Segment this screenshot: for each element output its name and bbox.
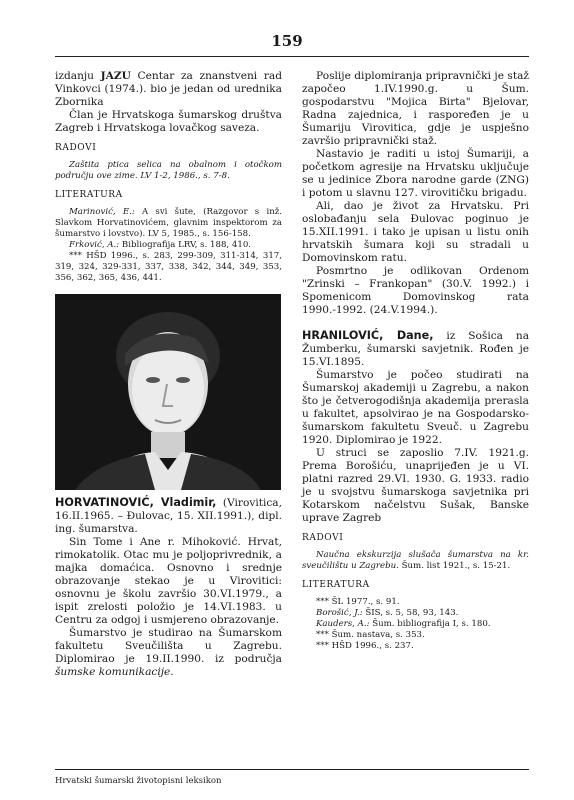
bio-paragraph: Posmrtno je odlikovan Ordenom "Zrinski – Frankopan" (30.V. 1992.) i Spomenicom Domovinskog rata 1990.-1992. (24.V.1994.). bbox=[302, 265, 529, 316]
footer-title: Hrvatski šumarski životopisni leksikon bbox=[55, 776, 222, 786]
bio-paragraph: U struci se zaposlio 7.IV. 1921.g. Prema Borošiću, unaprijeđen je u VI. platni razred 29.VI. 1930. G. 1933. radio je u svojstvu šumarskoga savjetnika pri Kotarskom načelstvu Sušak, Banske uprave Zagreb bbox=[302, 447, 529, 524]
literature-label: LITERATURA bbox=[55, 190, 123, 200]
right-column bbox=[302, 70, 529, 652]
continued-text: izdanju JAZU Centar za znanstveni rad Vinkovci (1974.). bio je jedan od urednika Zbornika bbox=[55, 70, 282, 108]
portrait-photo bbox=[55, 294, 281, 490]
bio-headword: HRANILOVIĆ, Dane, bbox=[302, 329, 434, 342]
bio-entry-horvatinovic: HORVATINOVIĆ, Vladimir, (Virovitica, 16.II.1965. – Đulovac, 15. XII.1991.), dipl. ing. šumarstva. bbox=[55, 496, 282, 535]
bio-paragraph: Sin Tome i Ane r. Mihoković. Hrvat, rimokatolik. Otac mu je poljoprivrednik, a majka domaćica. Osnovno i srednje obrazovanje stekao je u Virovitici: osnovnu je školu završio 30.VI.1979., a ispit zrelosti položio je 14.VI.1983. u Centru za odgoj i usmjereno obrazovanje. bbox=[55, 536, 282, 626]
literature-item: *** Šum. nastava, s. 353. bbox=[316, 630, 425, 640]
work-item: Zaštita ptica selica na obalnom i otočkom području ove zime. LV 1-2, 1986., s. 7-8. bbox=[55, 160, 282, 181]
literature-item: Kauders, A.: Šum. bibliografija I, s. 180. bbox=[316, 619, 491, 629]
bio-entry-hranilovic: HRANILOVIĆ, Dane, iz Sošica na Žumberku, šumarski savjetnik. Rođen je 15.VI.1895. bbox=[302, 329, 530, 368]
works-label: RADOVI bbox=[55, 143, 97, 153]
literature-item: Frković, A.: Bibliografija LRV, s. 188, 410. bbox=[69, 240, 252, 250]
membership-text: Član je Hrvatskoga šumarskog društva Zagreb i Hrvatskoga lovačkog saveza. bbox=[55, 109, 282, 134]
bio-paragraph: Poslije diplomiranja pripravnički je staž započeo 1.IV.1990.g. u Šum. gospodarstvu "Mojica Birta" Bjelovar, Radna zajednica, i raspoređen je u Šumariju Virovitica, gdje je uspješno završio pripravnički staž. bbox=[302, 70, 529, 147]
works-list bbox=[55, 160, 282, 182]
literature-label: LITERATURA bbox=[302, 580, 370, 590]
works-list bbox=[302, 550, 529, 572]
literature-item: *** HŠD 1996., s. 283, 299-309, 311-314, 317, 319, 324, 329-331, 337, 338, 342, 344, 349, 353, 356, 362, 365, 436, 441. bbox=[55, 251, 282, 283]
bio-paragraph: Šumarstvo je studirao na Šumarskom fakultetu Sveučilišta u Zagrebu. Diplomirao je 19.II.1990. iz područja šumske komunikacije. bbox=[55, 627, 282, 678]
bio-headword: HORVATINOVIĆ, Vladimir, bbox=[55, 496, 217, 509]
bio-paragraph: Ali, dao je život za Hrvatsku. Pri oslobađanju sela Đulovac poginuo je 15.XII.1991. i tako je upisan u listu onih hrvatskih šumara koji su stradali u Domovinskom ratu. bbox=[302, 200, 529, 264]
literature-list bbox=[55, 207, 282, 284]
literature-item: Marinović, E.: A svi šute, (Razgovor s inž. Slavkom Horvatinovićem, glavnim inspektorom za šumarstvo i lovstvo). LV 5, 1985., s. 156-158. bbox=[55, 207, 282, 239]
work-item: Naučna ekskurzija slušača šumarstva na kr. sveučilištu u Zagrebu. Šum. list 1921., s. 15-21. bbox=[302, 550, 529, 571]
literature-item: *** ŠL 1977., s. 91. bbox=[316, 597, 400, 607]
works-label: RADOVI bbox=[302, 533, 344, 543]
literature-item: Borošić, J.: ŠIS, s. 5, 58, 93, 143. bbox=[316, 608, 459, 618]
literature-list bbox=[302, 597, 529, 652]
footer-rule bbox=[55, 769, 529, 770]
header-rule bbox=[55, 56, 529, 57]
left-column bbox=[55, 70, 282, 679]
bio-paragraph: Šumarstvo je počeo studirati na Šumarskoj akademiji u Zagrebu, a nakon što je četverogodišnja akademija prerasla u fakultet, apsolvirao je na Gospodarsko-šumarskom fakultetu Sveuč. u Zagrebu 1920. Diplomirao je 1922. bbox=[302, 369, 529, 446]
page-number: 159 bbox=[271, 32, 303, 50]
literature-item: *** HŠD 1996., s. 237. bbox=[316, 641, 414, 651]
bio-paragraph: Nastavio je raditi u istoj Šumariji, a početkom agresije na Hrvatsku uključuje se u jedinice Zbora narodne garde (ZNG) i potom u slavnu 127. virovitičku brigadu. bbox=[302, 148, 529, 199]
portrait-image bbox=[55, 294, 281, 490]
